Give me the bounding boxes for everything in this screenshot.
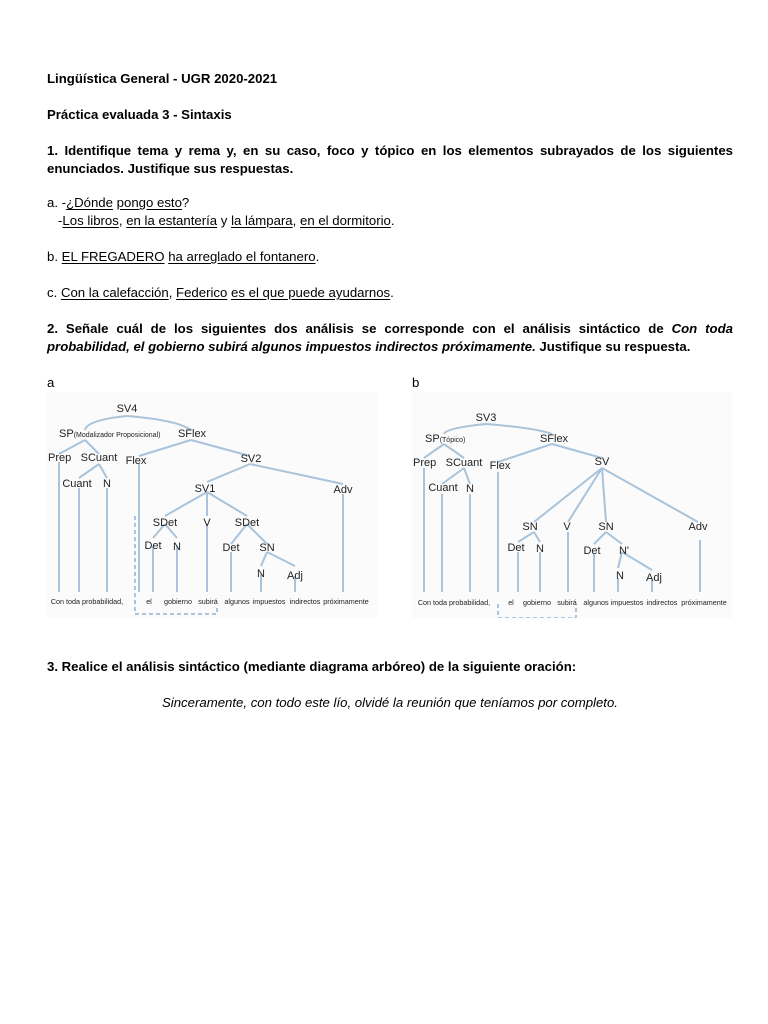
tree-a-node-sv2: SV2 xyxy=(240,453,262,465)
tree-b-word-4: subirá xyxy=(557,598,577,607)
syntax-tree-a xyxy=(47,392,377,618)
tree-a-node-v: V xyxy=(203,517,211,529)
tree-a-word-3: gobierno xyxy=(164,597,192,606)
tree-a-node-adj: Adj xyxy=(287,570,303,582)
tree-a-node-n3: N xyxy=(257,568,265,580)
tree-a-node-n2: N xyxy=(173,541,181,553)
question-1-prompt: 1. Identifique tema y rema y, en su caso, foco y tópico en los elementos subrayados de los siguientes enunciados. Justifique sus respuestas. xyxy=(47,143,733,176)
tree-b-label: b xyxy=(412,375,420,390)
tree-a-node-det1: Det xyxy=(144,540,162,552)
tree-a-node-sdet2: SDet xyxy=(234,517,260,529)
tree-a-label: a xyxy=(47,375,55,390)
tree-a-word-1: Con toda probabilidad, xyxy=(50,597,124,606)
tree-b-node-det2: Det xyxy=(583,545,601,557)
tree-b-node-det1: Det xyxy=(507,542,525,554)
tree-a-word-8: próximamente xyxy=(323,597,369,606)
q1-item-c: c. Con la calefacción, Federico es el que puede ayudarnos. xyxy=(47,285,394,300)
tree-a-node-sflex: SFlex xyxy=(177,428,207,440)
tree-b-node-scuant: SCuant xyxy=(445,457,483,469)
tree-b-word-6: impuestos xyxy=(610,598,644,607)
tree-b-node-flex: Flex xyxy=(489,460,511,472)
tree-a-node-sv4: SV4 xyxy=(116,403,138,415)
tree-a-word-2: el xyxy=(146,597,152,606)
tree-b-node-adj: Adj xyxy=(646,572,662,584)
tree-b-node-sp: SP(Tópico) xyxy=(425,433,466,445)
question-3-prompt: 3. Realice el análisis sintáctico (mediante diagrama arbóreo) de la siguiente oración: xyxy=(47,659,577,674)
tree-a-node-sv1: SV1 xyxy=(194,483,216,495)
syntax-tree-b-diagram xyxy=(412,392,732,618)
tree-b-node-nbar: N' xyxy=(618,545,630,557)
tree-b-node-sv3: SV3 xyxy=(475,412,497,424)
tree-a-node-prep: Prep xyxy=(48,452,72,464)
tree-a-node-adv: Adv xyxy=(333,484,353,496)
tree-b-node-sflex: SFlex xyxy=(539,433,569,445)
syntax-tree-a-diagram xyxy=(47,392,377,618)
tree-a-node-scuant: SCuant xyxy=(80,452,118,464)
tree-a-node-sdet1: SDet xyxy=(152,517,178,529)
tree-a-word-7: indirectos xyxy=(289,597,321,606)
question-3-sentence: Sinceramente, con todo este lío, olvidé la reunión que teníamos por completo. xyxy=(162,695,618,710)
tree-b-word-1: Con toda probabilidad, xyxy=(417,598,491,607)
tree-b-node-sv: SV xyxy=(594,456,610,468)
q1-item-b: b. EL FREGADERO ha arreglado el fontanero. xyxy=(47,249,320,264)
tree-b-word-7: indirectos xyxy=(646,598,678,607)
tree-b-word-3: gobierno xyxy=(523,598,551,607)
tree-b-node-n3: N xyxy=(616,570,624,582)
tree-b-word-8: próximamente xyxy=(681,598,727,607)
document-subtitle: Práctica evaluada 3 - Sintaxis xyxy=(47,107,232,122)
q1-item-a-answer: -Los libros, en la estantería y la lámpara, en el dormitorio. xyxy=(58,213,395,228)
tree-a-node-sn: SN xyxy=(259,542,275,554)
tree-a-node-n1: N xyxy=(103,478,111,490)
tree-b-node-cuant: Cuant xyxy=(428,482,458,494)
document-title: Lingüística General - UGR 2020-2021 xyxy=(47,71,278,86)
tree-a-word-6: impuestos xyxy=(252,597,286,606)
tree-b-word-5: algunos xyxy=(583,598,609,607)
tree-b-node-adv: Adv xyxy=(688,521,708,533)
tree-b-branches xyxy=(424,424,700,618)
tree-b-node-prep: Prep xyxy=(413,457,437,469)
tree-b-node-sn2: SN xyxy=(598,521,614,533)
tree-b-node-n2: N xyxy=(536,543,544,555)
tree-a-node-cuant: Cuant xyxy=(62,478,92,490)
tree-b-node-v: V xyxy=(563,521,571,533)
tree-b-node-n1: N xyxy=(466,483,474,495)
tree-a-node-det2: Det xyxy=(222,542,240,554)
question-2-prompt: 2. Señale cuál de los siguientes dos análisis se corresponde con el análisis sintáctico de Con toda probabilidad, el gobierno subirá algunos impuestos indirectos próximamente. Justifique su respuesta. xyxy=(47,321,733,354)
tree-a-node-sp: SP(Modalizador Proposicional) xyxy=(59,428,161,440)
tree-a-node-flex: Flex xyxy=(125,455,147,467)
syntax-tree-b xyxy=(412,392,732,618)
q1-item-a-question: a. -¿Dónde pongo esto? xyxy=(47,195,190,210)
tree-a-branches xyxy=(59,416,343,614)
tree-b-word-2: el xyxy=(508,598,514,607)
tree-a-word-5: algunos xyxy=(224,597,250,606)
tree-a-word-4: subirá xyxy=(198,597,218,606)
tree-b-node-sn1: SN xyxy=(522,521,538,533)
